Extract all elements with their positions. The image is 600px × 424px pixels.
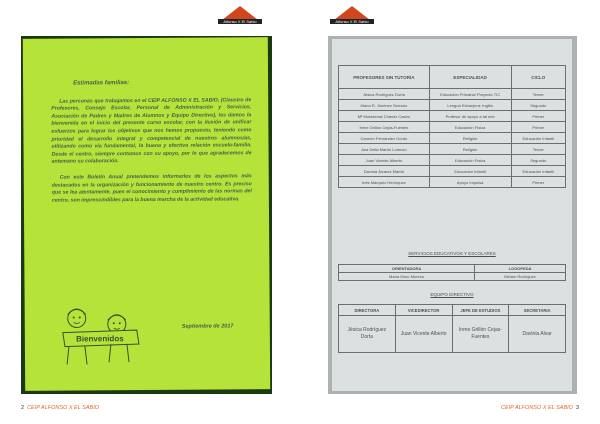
- table-header-row: [339, 66, 566, 89]
- page-number-right: 3: [575, 405, 579, 411]
- table-cell: Irene Grillón Cejas-Fuentes: [452, 316, 509, 353]
- staff-page: [332, 39, 572, 391]
- table-row: [339, 177, 566, 188]
- welcome-letter-photo: [21, 36, 272, 394]
- column-header: SECRETARIA: [509, 305, 566, 316]
- table-cell: Davinia Álvarez Martín: [339, 166, 430, 177]
- column-header: LOGOPEDA: [475, 265, 566, 273]
- page-number-left: 2: [21, 405, 25, 411]
- column-header: PROFESORES SIN TUTORÍA: [339, 66, 430, 89]
- table-cell: Segundo: [511, 100, 565, 111]
- letter-greeting: Estimadas familias:: [73, 80, 130, 87]
- table-row: [339, 111, 566, 122]
- table-cell: Profesor de apoyo a tal nee: [429, 111, 511, 122]
- mountain-icon: [222, 6, 258, 20]
- mountain-icon: [334, 6, 370, 20]
- table-cell: Educación Infantil: [511, 166, 565, 177]
- table-cell: Primer: [511, 111, 565, 122]
- table-cell: Jésica Rodríguez Dorta: [339, 316, 396, 353]
- table-cell: Juan Vicente Alberto: [395, 316, 452, 353]
- teachers-without-tutoring-table: [338, 65, 566, 188]
- table-row: [339, 166, 566, 177]
- letter-date: Septiembre de 2017: [181, 323, 234, 330]
- footer-right: [501, 405, 582, 411]
- table-cell: Tercer: [511, 144, 565, 155]
- table-cell: Educación Primaria/ Proyecto TIC: [429, 89, 511, 100]
- column-header: ORIENTADORA: [339, 265, 475, 273]
- green-letter-page: [23, 37, 270, 391]
- table-cell: Educación Infantil: [511, 133, 565, 144]
- table-row: [339, 273, 566, 281]
- table-row: [339, 155, 566, 166]
- table-cell: Tercer: [511, 89, 565, 100]
- table-row: [339, 133, 566, 144]
- school-logo-right: [330, 6, 374, 26]
- column-header: ESPECIALIDAD: [429, 66, 511, 89]
- table-cell: Lengua Extranjera: Inglés: [429, 100, 511, 111]
- table-cell: Educación Infantil: [429, 166, 511, 177]
- column-header: CICLO: [511, 66, 565, 89]
- table-row: [339, 100, 566, 111]
- table-cell: Educación Física: [429, 155, 511, 166]
- table-cell: Juan Vicente Alberto: [339, 155, 430, 166]
- table-row: [339, 89, 566, 100]
- table-header-row: [339, 305, 566, 316]
- welcome-letter: [51, 79, 252, 213]
- table-row: [339, 144, 566, 155]
- school-logo-left: [218, 6, 262, 26]
- table-cell: Inés Márquez Henríquez: [339, 177, 430, 188]
- table-cell: Religión: [429, 133, 511, 144]
- table-cell: Religión: [429, 144, 511, 155]
- letter-paragraph-1: Las personas que trabajamos en el CEIP ALFONSO X EL SABIO, (Claustro de Profesores, Consejo Escolar, Personal de Administración y Servicios, Asociación de Padres y Madres de Alumnos y Equipo Directivo), les damos la bienvenida en el inicio del presente curso escolar, con la ilusión de unificar esfuerzos para lograr los objetivos que nos hemos propuesto, teniendo como prioridad el desarrollo integral y competencial de nuestros alumnos/as, utilizando como vía fundamental, la buena y efectiva relación escuela-familia. Desde el centro, siempre contamos con su apoyo, por lo que agradecemos de antemano su colaboración.: [51, 96, 252, 166]
- column-header: VICEDIRECTOR: [395, 305, 452, 316]
- staff-tables-photo: [328, 36, 577, 394]
- logo-text: Alfonso X El Sabio: [223, 19, 257, 24]
- table-cell: Mª Montserrat Chávez Castro: [339, 111, 430, 122]
- table-cell: Apoyo Impulsa: [429, 177, 511, 188]
- table-cell: Primer: [511, 177, 565, 188]
- table-cell: Educación Física: [429, 122, 511, 133]
- table-cell: María R. Jiménez Serrano: [339, 100, 430, 111]
- table-cell: Jésica Rodríguez Dorta: [339, 89, 430, 100]
- letter-paragraph-2: Con este Boletín Anual pretendemos informarles de los aspectos más destacados en la organización y funcionamiento de nuestro centro. Es preciso que se lea atentamente, pues el conocimiento y cumplimiento de las normas del centro, son imprescindibles para la buena marcha de la actividad educativa.: [51, 173, 252, 204]
- directive-team-table: [338, 304, 566, 353]
- footer-right-text: CEIP ALFONSO X EL SABIO: [501, 405, 573, 411]
- welcome-kids-illustration: [55, 300, 165, 371]
- table-row: [339, 316, 566, 353]
- table-cell: Ana Delia Martín Lorenzo: [339, 144, 430, 155]
- table-cell: María Moro Moreno: [339, 273, 475, 281]
- directive-title: EQUIPO DIRECTIVO: [430, 292, 474, 297]
- table-cell: Primer: [511, 122, 565, 133]
- services-title: SERVICIOS EDUCATIVOS Y ESCOLARES: [408, 251, 496, 256]
- table-cell: Segundo: [511, 155, 565, 166]
- column-header: JEFE DE ESTUDIOS: [452, 305, 509, 316]
- table-cell: Davinia Alvar: [509, 316, 566, 353]
- table-header-row: [339, 265, 566, 273]
- footer-left: [18, 405, 99, 411]
- footer-left-text: CEIP ALFONSO X EL SABIO: [27, 405, 99, 411]
- table-cell: Carmen Fernández Gordo: [339, 133, 430, 144]
- table-cell: Irene Grillón Cejas-Fuentes: [339, 122, 430, 133]
- services-table: [338, 264, 566, 281]
- column-header: DIRECTORA: [339, 305, 396, 316]
- logo-text: Alfonso X El Sabio: [335, 19, 369, 24]
- table-cell: Miriam Rodríguez: [475, 273, 566, 281]
- table-row: [339, 122, 566, 133]
- welcome-sign-text: Bienvenidos: [76, 334, 124, 344]
